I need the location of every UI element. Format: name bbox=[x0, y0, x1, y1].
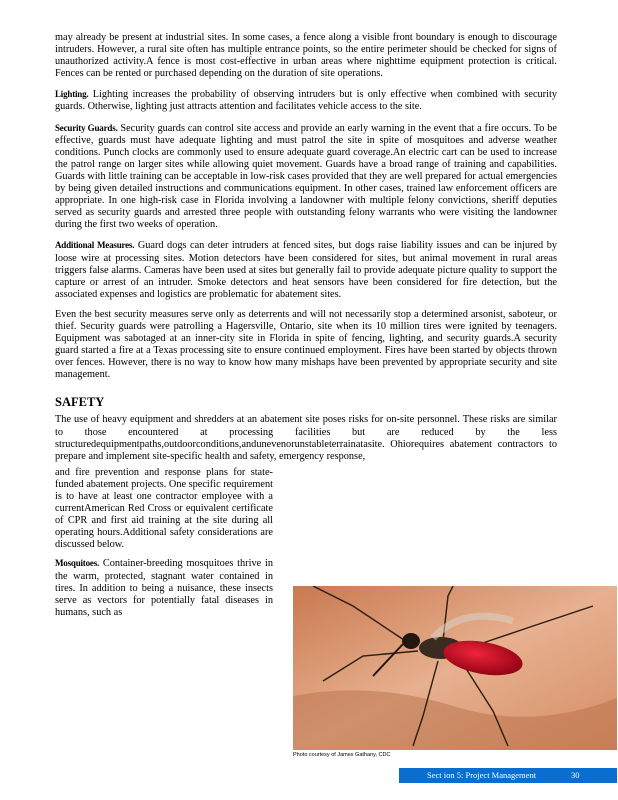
additional-measures-text: Guard dogs can deter intruders at fenced sites, but dogs raise liability issues and can be injured by loose wire at processing sites. Motion detectors have been considered for sites, but animal movement in rural areas triggers false alarms. Cameras have been used at sites but generally fail to provide adequate picture quality to support the capture or arrest of an intruder. Smoke detectors and heat sensors have been considered for fire detection, but the associated expenses and logistics are problematic for abatement sites. bbox=[55, 240, 558, 300]
lighting-text: Lighting increases the probability of observing intruders but is only effective when combined with security guards. Otherwise, lighting just attracts attention and facilitates vehicle access to the site. bbox=[55, 89, 557, 113]
paragraph-fence: may already be present at industrial sites. In some cases, a fence along a visible front boundary is enough to discourage intruders. However, a rural site often has multiple entrance points, so the entire perimeter should be checked for signs of unauthorized activity.A fence is most cost-effective in urban areas where nighttime equipment protection is critical. Fences can be rented or purchased depending on the duration of site operations. bbox=[55, 32, 557, 80]
paragraph-security-guards bbox=[55, 122, 557, 232]
lighting-heading: Lighting. bbox=[55, 89, 89, 100]
mosquito-image bbox=[293, 586, 617, 750]
page-number: 30 bbox=[571, 770, 580, 780]
page-body bbox=[55, 32, 557, 625]
page-footer bbox=[399, 768, 617, 783]
paragraph-mosquitoes bbox=[55, 557, 273, 618]
photo-caption: Photo courtesy of James Gathany, CDC bbox=[293, 752, 391, 758]
security-guards-text: Security guards can control site access and provide an early warning in the event that a fire occurs. To be effective, guards must have adequate lighting and must patrol the site in spite of mosquitoes and adverse weather conditions. Punch clocks are commonly used to ensure adequate guard coverage.An electric cart can be used to increase the patrol range on larger sites while allowing quiet movement. Guards have a broad range of training and capabilities. Guards with little training can be acceptable in low-risk cases provided that they are well prepared for actual emergencies by being given detailed instructions and communications equipment. In other cases, trained law enforcement officers are appropriate. In one high-risk case in Florida involving a landowner with multiple felony convictions, sheriff deputies served as security guards and arrested three people with outstanding felony warrants who were visiting the landowner during the first two weeks of operation. bbox=[55, 122, 557, 231]
mosquito-photo bbox=[293, 586, 617, 750]
safety-heading: SAFETY bbox=[55, 395, 105, 410]
mosquitoes-text: Container-breeding mosquitoes thrive in the warm, protected, stagnant water contained in tires. In addition to being a nuisance, these insects serve as vectors for potentially fatal diseases in humans, such as bbox=[55, 558, 273, 618]
mosquitoes-heading: Mosquitoes. bbox=[55, 558, 100, 569]
paragraph-deterrents: Even the best security measures serve only as deterrents and will not necessarily stop a determined arsonist, saboteur, or thief. Security guards were patrolling a Hagersville, Ontario, site when its 10 million tires were ignited by teenagers. Equipment was sabotaged at an inner-city site in Florida in spite of fencing, lighting, and security guards.A security guard started a fire at a Texas processing site to ensure continued employment. Fires have been started by objects thrown over fences. However, there is no way to know how many mishaps have been prevented by appropriate security and site management. bbox=[55, 308, 557, 381]
security-guards-heading: Security Guards. bbox=[55, 122, 118, 133]
additional-measures-heading: Additional Measures. bbox=[55, 240, 135, 251]
safety-plans-text: and fire prevention and response plans for state-funded abatement projects. One specific requirement is to have at least one contractor employee with a currentAmerican Red Cross or equivalent certificate of CPR and first aid training at the site during all operating hours.Additional safety considerations are discussed below. bbox=[55, 466, 273, 551]
wrapped-column bbox=[55, 467, 273, 619]
footer-section-label: Sect ion 5: Project Management bbox=[427, 770, 537, 780]
safety-intro: The use of heavy equipment and shredders at an abatement site poses risks for on-site personnel. These risks are similar to those encountered at processing facilities but are reduced by the less structuredequipmentpaths,outdoorconditions,andunevenorunstableterrainatasite. Ohiorequires abatement contractors to prepare and implement site-specific health and safety, emergency response, bbox=[55, 414, 557, 462]
paragraph-lighting bbox=[55, 88, 557, 113]
paragraph-additional-measures bbox=[55, 239, 557, 300]
